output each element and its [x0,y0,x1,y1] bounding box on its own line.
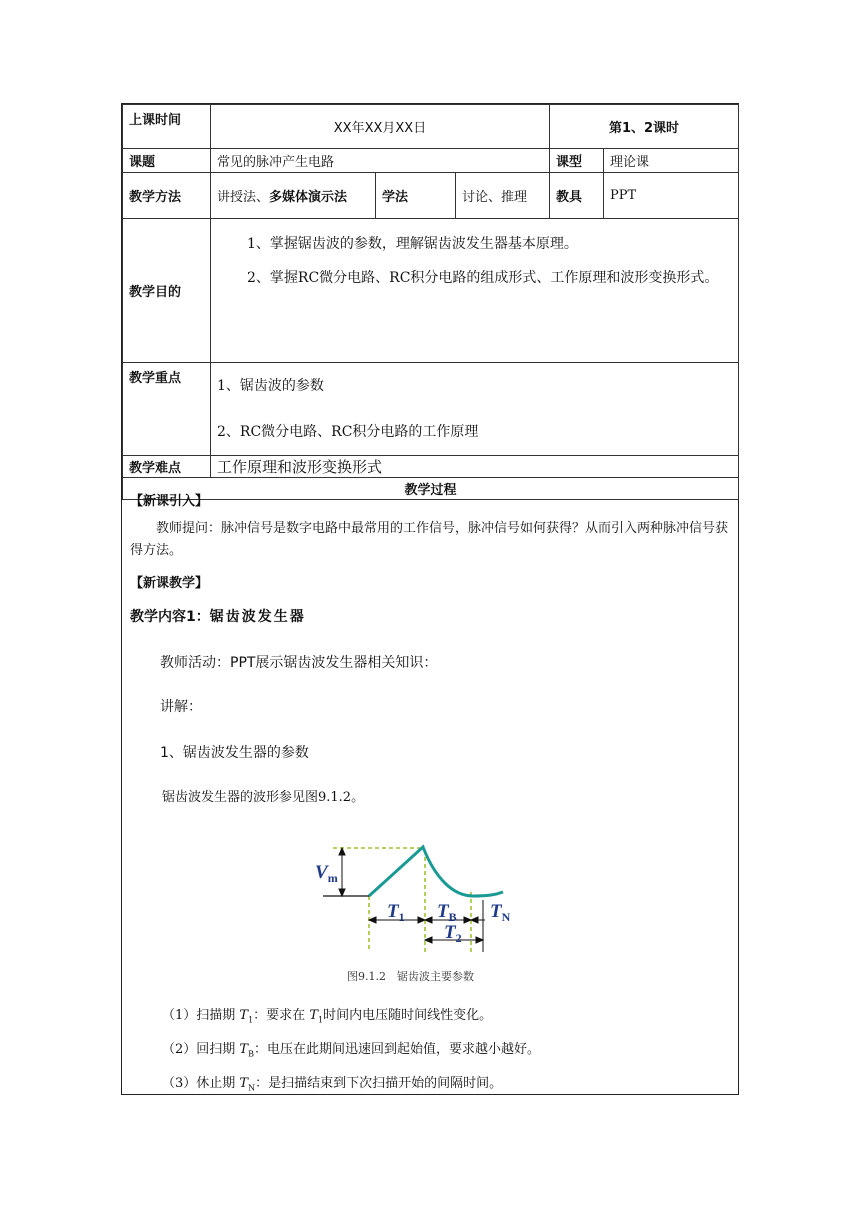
teaching-process [122,480,738,1092]
figure-intro: 锯齿波发生器的波形参见图9.1.2。 [162,790,365,805]
teach-heading: 【新课教学】 [130,576,209,591]
objective-1: 1、掌握锯齿波的参数，理解锯齿波发生器基本原理。 [247,236,578,252]
tool-label: 教具 [550,173,604,219]
key-points-label: 教学重点 [123,363,211,456]
type-value: 理论课 [604,149,739,173]
sawtooth-wave [369,847,503,896]
teacher-activity: 教师活动：PPT展示锯齿波发生器相关知识： [160,655,438,671]
intro-text: 教师提问：脉冲信号是数字电路中最常用的工作信号，脉冲信号如何获得？从而引入两种脉冲信号获得方法。 [130,521,729,558]
t1-label: $T_1$ [387,901,405,924]
tb-label: $T_B$ [437,901,457,924]
t2-label: $T_2$ [444,922,462,945]
dimension-lines [339,848,485,952]
type-label: 课型 [550,149,604,173]
intro-heading: 【新课引入】 [130,494,209,509]
vm-label: $V_m$ [315,862,338,885]
objectives-label: 教学目的 [123,219,211,363]
key-points-content [211,363,739,456]
lesson-header-table [122,104,739,500]
param-item-1: （1）扫描期 $T_1$：要求在 $T_1$时间内电压随时间线性变化。 [162,1008,493,1025]
method-value: 讲授法、多媒体演示法 [211,173,376,219]
key-point-1: 1、锯齿波的参数 [217,378,324,394]
section-1-heading: 1、锯齿波发生器的参数 [160,745,309,761]
tool-value: PPT [604,173,739,219]
tn-label: $T_N$ [490,901,511,924]
topic-value: 常见的脉冲产生电路 [211,149,550,173]
objective-2: 2、掌握RC微分电路、RC积分电路的组成形式、工作原理和波形变换形式。 [247,270,719,286]
class-time-value: XX年XX月XX日 [211,105,550,149]
difficulty-label: 教学难点 [123,456,211,478]
topic-label: 课题 [123,149,211,173]
method-label: 教学方法 [123,173,211,219]
param-item-2: （2）回扫期 $T_B$：电压在此期间迅速回到起始值，要求越小越好。 [162,1042,540,1059]
key-point-2: 2、RC微分电路、RC积分电路的工作原理 [217,424,479,440]
content-heading: 教学内容1：锯齿波发生器 [130,609,306,625]
process-title: 教学过程 [123,478,739,500]
explain-label: 讲解： [160,699,202,715]
lesson-plan-sheet [121,103,739,1095]
objectives-content [211,219,739,363]
difficulty-value: 工作原理和波形变换形式 [211,456,739,478]
sawtooth-figure [313,844,533,952]
study-label: 学法 [376,173,456,219]
class-time-label: 上课时间 [123,105,211,149]
param-item-3: （3）休止期 $T_N$：是扫描结束到下次扫描开始的间隔时间。 [162,1076,503,1093]
figure-caption: 图9.1.2 锯齿波主要参数 [347,970,474,983]
period-value: 第1、2课时 [550,105,739,149]
study-value: 讨论、推理 [456,173,550,219]
